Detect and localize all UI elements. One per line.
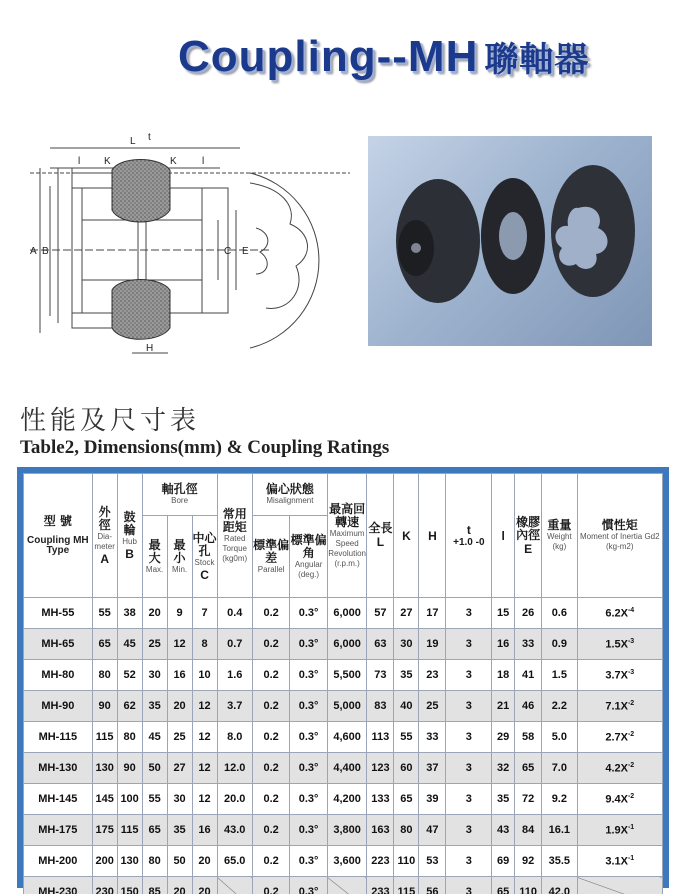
- cell-B: 80: [117, 722, 142, 753]
- cell-A: 200: [92, 846, 117, 877]
- cell-torque: 12.0: [217, 753, 252, 784]
- inertia-value: 6.2X: [605, 607, 628, 620]
- cell-max: 20: [142, 598, 167, 629]
- cell-inertia: [577, 753, 662, 784]
- table-row: [24, 691, 663, 722]
- cell-B: 150: [117, 877, 142, 894]
- cell-ang: 0.3°: [290, 753, 327, 784]
- cell-A: 115: [92, 722, 117, 753]
- cell-B: 62: [117, 691, 142, 722]
- cell-E: 110: [515, 877, 542, 894]
- cell-max: 35: [142, 691, 167, 722]
- cell-A: 80: [92, 660, 117, 691]
- table-row: [24, 629, 663, 660]
- inertia-value: 1.5X: [605, 638, 628, 651]
- inertia-exponent: -4: [627, 606, 635, 614]
- cell-l: 35: [492, 784, 515, 815]
- cell-E: 84: [515, 815, 542, 846]
- table-row: [24, 660, 663, 691]
- cell-type: MH-90: [24, 691, 93, 722]
- cell-par: 0.2: [252, 660, 289, 691]
- cell-H: 56: [419, 877, 446, 894]
- cell-H: 33: [419, 722, 446, 753]
- cell-inertia: [577, 815, 662, 846]
- header-diameter: 外徑 Dia-meter A: [92, 474, 117, 598]
- cell-inertia: [577, 846, 662, 877]
- cell-inertia: [577, 691, 662, 722]
- table-body: [24, 598, 663, 894]
- dim-l-right: l: [202, 156, 205, 167]
- cell-type: MH-115: [24, 722, 93, 753]
- cell-max: 30: [142, 660, 167, 691]
- cell-E: 26: [515, 598, 542, 629]
- cell-stock: 12: [192, 784, 217, 815]
- cell-t: 3: [446, 784, 492, 815]
- cell-stock: 10: [192, 660, 217, 691]
- inertia-exponent: -2: [627, 761, 635, 769]
- cell-speed: 3,600: [327, 846, 367, 877]
- inertia-value: 3.7X: [605, 669, 628, 682]
- inertia-exponent: -1: [627, 854, 635, 862]
- table-row: [24, 846, 663, 877]
- cell-speed: 4,400: [327, 753, 367, 784]
- header-speed: 最高回轉速 Maximum Speed Revolution (r.p.m.): [327, 474, 367, 598]
- cell-weight: 5.0: [542, 722, 577, 753]
- cell-t: 3: [446, 877, 492, 894]
- cell-K: 80: [394, 815, 419, 846]
- cell-speed: [327, 877, 367, 894]
- header-misalignment: 偏心狀態 Misalignment: [252, 474, 327, 516]
- cell-max: 55: [142, 784, 167, 815]
- cell-torque: 65.0: [217, 846, 252, 877]
- cell-H: 19: [419, 629, 446, 660]
- cell-ang: 0.3°: [290, 815, 327, 846]
- cell-stock: 12: [192, 691, 217, 722]
- cell-torque: 20.0: [217, 784, 252, 815]
- cell-par: 0.2: [252, 846, 289, 877]
- cell-inertia: [577, 629, 662, 660]
- cell-t: 3: [446, 598, 492, 629]
- cell-min: 20: [167, 877, 192, 894]
- cell-l: 32: [492, 753, 515, 784]
- cell-speed: 3,800: [327, 815, 367, 846]
- cell-L: 83: [367, 691, 394, 722]
- cell-K: 115: [394, 877, 419, 894]
- cell-E: 46: [515, 691, 542, 722]
- cell-par: 0.2: [252, 753, 289, 784]
- inertia-value: 4.2X: [605, 762, 628, 775]
- cell-L: 133: [367, 784, 394, 815]
- cell-stock: 12: [192, 722, 217, 753]
- cell-weight: 2.2: [542, 691, 577, 722]
- cell-t: 3: [446, 753, 492, 784]
- cell-torque: 1.6: [217, 660, 252, 691]
- inertia-value: 1.9X: [605, 824, 628, 837]
- dim-t: t: [148, 132, 151, 143]
- cell-ang: 0.3°: [290, 598, 327, 629]
- cell-l: 65: [492, 877, 515, 894]
- cell-inertia: [577, 784, 662, 815]
- cell-A: 55: [92, 598, 117, 629]
- header-hub: 鼓輪 Hub B: [117, 474, 142, 598]
- cell-ang: 0.3°: [290, 846, 327, 877]
- cell-E: 72: [515, 784, 542, 815]
- cell-B: 130: [117, 846, 142, 877]
- cell-L: 57: [367, 598, 394, 629]
- cell-weight: 42.0: [542, 877, 577, 894]
- cell-speed: 5,500: [327, 660, 367, 691]
- cell-par: 0.2: [252, 691, 289, 722]
- header-K: K: [394, 474, 419, 598]
- cell-stock: 16: [192, 815, 217, 846]
- cell-A: 90: [92, 691, 117, 722]
- cell-t: 3: [446, 691, 492, 722]
- cell-t: 3: [446, 660, 492, 691]
- cell-type: MH-200: [24, 846, 93, 877]
- cell-t: 3: [446, 722, 492, 753]
- cell-stock: 7: [192, 598, 217, 629]
- cell-speed: 4,200: [327, 784, 367, 815]
- cell-ang: 0.3°: [290, 629, 327, 660]
- cell-inertia: [577, 660, 662, 691]
- cell-E: 41: [515, 660, 542, 691]
- inertia-exponent: -2: [627, 792, 635, 800]
- cell-K: 110: [394, 846, 419, 877]
- cell-torque: [217, 877, 252, 894]
- inertia-exponent: -3: [627, 637, 635, 645]
- header-E: 橡膠內徑 E: [515, 474, 542, 598]
- cell-speed: 4,600: [327, 722, 367, 753]
- cell-A: 230: [92, 877, 117, 894]
- cell-K: 40: [394, 691, 419, 722]
- table-row: [24, 722, 663, 753]
- cell-L: 223: [367, 846, 394, 877]
- cell-ang: 0.3°: [290, 722, 327, 753]
- title-chinese: 聯軸器: [484, 40, 590, 80]
- cell-l: 16: [492, 629, 515, 660]
- dim-L: L: [130, 136, 136, 147]
- cell-max: 65: [142, 815, 167, 846]
- cell-E: 58: [515, 722, 542, 753]
- cell-max: 25: [142, 629, 167, 660]
- cell-min: 9: [167, 598, 192, 629]
- cell-B: 52: [117, 660, 142, 691]
- cell-K: 65: [394, 784, 419, 815]
- cell-max: 45: [142, 722, 167, 753]
- cell-K: 30: [394, 629, 419, 660]
- inertia-exponent: -2: [627, 730, 635, 738]
- cell-t: 3: [446, 629, 492, 660]
- cell-par: 0.2: [252, 629, 289, 660]
- cell-E: 92: [515, 846, 542, 877]
- cell-min: 30: [167, 784, 192, 815]
- dimensions-table: [23, 473, 663, 894]
- cell-l: 21: [492, 691, 515, 722]
- title-english: Coupling--MH: [178, 32, 479, 81]
- cell-max: 50: [142, 753, 167, 784]
- cell-H: 39: [419, 784, 446, 815]
- header-H: H: [419, 474, 446, 598]
- cell-B: 45: [117, 629, 142, 660]
- cell-K: 27: [394, 598, 419, 629]
- cell-t: 3: [446, 846, 492, 877]
- cell-torque: 3.7: [217, 691, 252, 722]
- section-title-english: Table2, Dimensions(mm) & Coupling Ratings: [20, 437, 390, 458]
- cell-l: 29: [492, 722, 515, 753]
- cell-torque: 0.4: [217, 598, 252, 629]
- inertia-exponent: -1: [627, 823, 635, 831]
- cell-inertia: [577, 598, 662, 629]
- cell-B: 115: [117, 815, 142, 846]
- cell-type: MH-230: [24, 877, 93, 894]
- dim-l-left: l: [78, 156, 81, 167]
- cell-B: 38: [117, 598, 142, 629]
- cell-B: 100: [117, 784, 142, 815]
- cell-K: 60: [394, 753, 419, 784]
- header-L: 全長 L: [367, 474, 394, 598]
- cell-A: 175: [92, 815, 117, 846]
- cell-l: 43: [492, 815, 515, 846]
- section-title-chinese: 性能及尺寸表: [20, 406, 201, 436]
- cell-l: 18: [492, 660, 515, 691]
- cell-A: 130: [92, 753, 117, 784]
- cell-min: 25: [167, 722, 192, 753]
- cell-L: 163: [367, 815, 394, 846]
- cell-l: 15: [492, 598, 515, 629]
- cell-weight: 35.5: [542, 846, 577, 877]
- cell-max: 80: [142, 846, 167, 877]
- page-title: [178, 32, 589, 82]
- cell-H: 53: [419, 846, 446, 877]
- table-row: [24, 784, 663, 815]
- cell-stock: 20: [192, 846, 217, 877]
- cell-ang: 0.3°: [290, 660, 327, 691]
- cell-torque: 8.0: [217, 722, 252, 753]
- cell-torque: 43.0: [217, 815, 252, 846]
- dim-A: A: [30, 246, 37, 257]
- header-bore-max: 最大 Max.: [142, 516, 167, 598]
- cell-L: 63: [367, 629, 394, 660]
- cell-H: 25: [419, 691, 446, 722]
- product-photo: [368, 136, 652, 346]
- cell-torque: 0.7: [217, 629, 252, 660]
- cell-weight: 16.1: [542, 815, 577, 846]
- table-row: [24, 877, 663, 894]
- header-bore-min: 最小 Min.: [167, 516, 192, 598]
- coupling-drawing: [20, 128, 350, 373]
- cell-weight: 0.6: [542, 598, 577, 629]
- header-t: t +1.0 -0: [446, 474, 492, 598]
- cell-A: 145: [92, 784, 117, 815]
- cell-E: 65: [515, 753, 542, 784]
- cell-min: 16: [167, 660, 192, 691]
- cell-stock: 8: [192, 629, 217, 660]
- cell-max: 85: [142, 877, 167, 894]
- dim-B: B: [42, 246, 49, 257]
- inertia-exponent: -2: [627, 699, 635, 707]
- inertia-value: 2.7X: [605, 731, 628, 744]
- dim-C: C: [224, 246, 232, 257]
- cell-stock: 20: [192, 877, 217, 894]
- cell-L: 73: [367, 660, 394, 691]
- cell-par: 0.2: [252, 877, 289, 894]
- cell-weight: 1.5: [542, 660, 577, 691]
- cell-weight: 0.9: [542, 629, 577, 660]
- cell-speed: 5,000: [327, 691, 367, 722]
- cell-K: 55: [394, 722, 419, 753]
- cell-t: 3: [446, 815, 492, 846]
- cell-type: MH-175: [24, 815, 93, 846]
- cell-speed: 6,000: [327, 629, 367, 660]
- cell-l: 69: [492, 846, 515, 877]
- cell-par: 0.2: [252, 784, 289, 815]
- inertia-exponent: -3: [627, 668, 635, 676]
- cell-H: 47: [419, 815, 446, 846]
- cell-H: 17: [419, 598, 446, 629]
- cell-L: 233: [367, 877, 394, 894]
- cell-ang: 0.3°: [290, 784, 327, 815]
- cell-min: 50: [167, 846, 192, 877]
- inertia-value: 9.4X: [605, 793, 628, 806]
- cell-H: 23: [419, 660, 446, 691]
- cell-type: MH-65: [24, 629, 93, 660]
- header-weight: 重量 Weight (kg): [542, 474, 577, 598]
- header-l: l: [492, 474, 515, 598]
- cell-L: 113: [367, 722, 394, 753]
- header-bore: 軸孔徑 Bore: [142, 474, 217, 516]
- header-inertia: 慣性矩 Moment of Inertia Gd2 (kg-m2): [577, 474, 662, 598]
- cell-L: 123: [367, 753, 394, 784]
- cell-ang: 0.3°: [290, 877, 327, 894]
- inertia-value: 3.1X: [605, 855, 628, 868]
- table-row: [24, 753, 663, 784]
- cell-inertia: [577, 877, 662, 894]
- dim-K-left: K: [104, 156, 111, 167]
- cell-type: MH-55: [24, 598, 93, 629]
- cell-E: 33: [515, 629, 542, 660]
- header-bore-stock: 中心孔 Stock C: [192, 516, 217, 598]
- header-type: 型 號 Coupling MH Type: [24, 474, 93, 598]
- cell-type: MH-145: [24, 784, 93, 815]
- header-torque: 常用距矩 Rated Torque (kg0m): [217, 474, 252, 598]
- cell-type: MH-130: [24, 753, 93, 784]
- header-parallel: 標準偏差 Parallel: [252, 516, 289, 598]
- dimensions-table-frame: [17, 467, 669, 894]
- cell-stock: 12: [192, 753, 217, 784]
- cell-min: 12: [167, 629, 192, 660]
- cell-par: 0.2: [252, 598, 289, 629]
- cell-type: MH-80: [24, 660, 93, 691]
- cell-min: 27: [167, 753, 192, 784]
- table-row: [24, 598, 663, 629]
- cell-speed: 6,000: [327, 598, 367, 629]
- cell-par: 0.2: [252, 722, 289, 753]
- cell-A: 65: [92, 629, 117, 660]
- cell-min: 35: [167, 815, 192, 846]
- table-row: [24, 815, 663, 846]
- dim-K-right: K: [170, 156, 177, 167]
- cell-par: 0.2: [252, 815, 289, 846]
- cell-B: 90: [117, 753, 142, 784]
- dim-H: H: [146, 343, 154, 354]
- header-angular: 標準偏角 Angular (deg.): [290, 516, 327, 598]
- cell-H: 37: [419, 753, 446, 784]
- cell-ang: 0.3°: [290, 691, 327, 722]
- cell-weight: 7.0: [542, 753, 577, 784]
- inertia-value: 7.1X: [605, 700, 628, 713]
- cell-min: 20: [167, 691, 192, 722]
- cell-K: 35: [394, 660, 419, 691]
- dim-E: E: [242, 246, 249, 257]
- cell-inertia: [577, 722, 662, 753]
- cell-weight: 9.2: [542, 784, 577, 815]
